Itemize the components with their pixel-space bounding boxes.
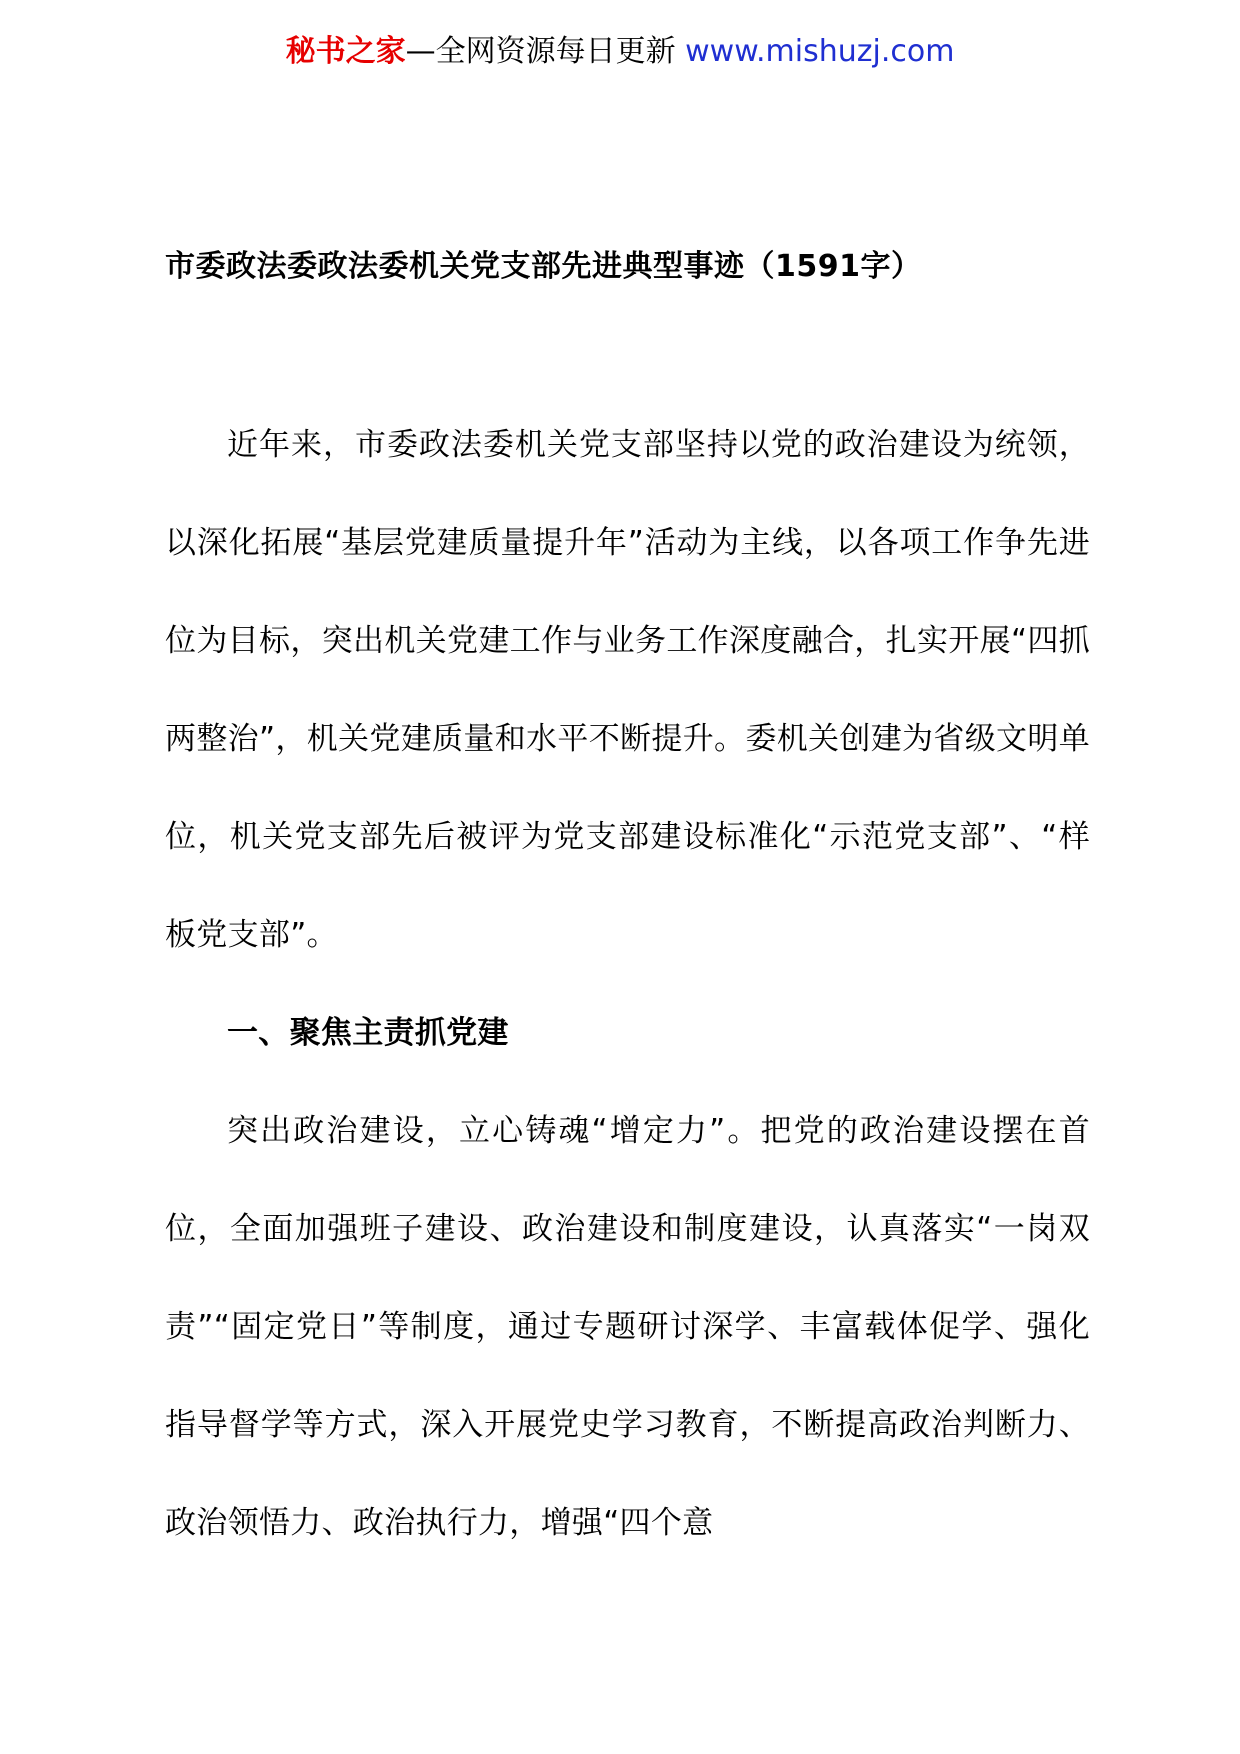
document-body [165, 396, 1090, 1572]
site-brand: 秘书之家 [285, 34, 406, 69]
section-paragraph: 突出政治建设，立心铸魂“增定力”。把党的政治建设摆在首位，全面加强班子建设、政治建设和制度建设，认真落实“一岗双责”“固定党日”等制度，通过专题研讨深学、丰富载体促学、强化指导督学等方式，深入开展党史学习教育，不断提高政治判断力、政治领悟力、政治执行力，增强“四个意 [165, 1113, 1090, 1541]
page-header [0, 32, 1240, 72]
document-title: 市委政法委政法委机关党支部先进典型事迹（1591字） [165, 249, 922, 284]
section-heading: 一、聚焦主责抓党建 [227, 1015, 509, 1051]
intro-paragraph: 近年来，市委政法委机关党支部坚持以党的政治建设为统领，以深化拓展“基层党建质量提升年”活动为主线，以各项工作争先进位为目标，突出机关党建工作与业务工作深度融合，扎实开展“四抓两整治”，机关党建质量和水平不断提升。委机关创建为省级文明单位，机关党支部先后被评为党支部建设标准化“示范党支部”、“样板党支部”。 [165, 427, 1090, 953]
site-tagline: —全网资源每日更新 [405, 34, 686, 69]
site-url-link[interactable]: www.mishuzj.com [685, 34, 955, 69]
